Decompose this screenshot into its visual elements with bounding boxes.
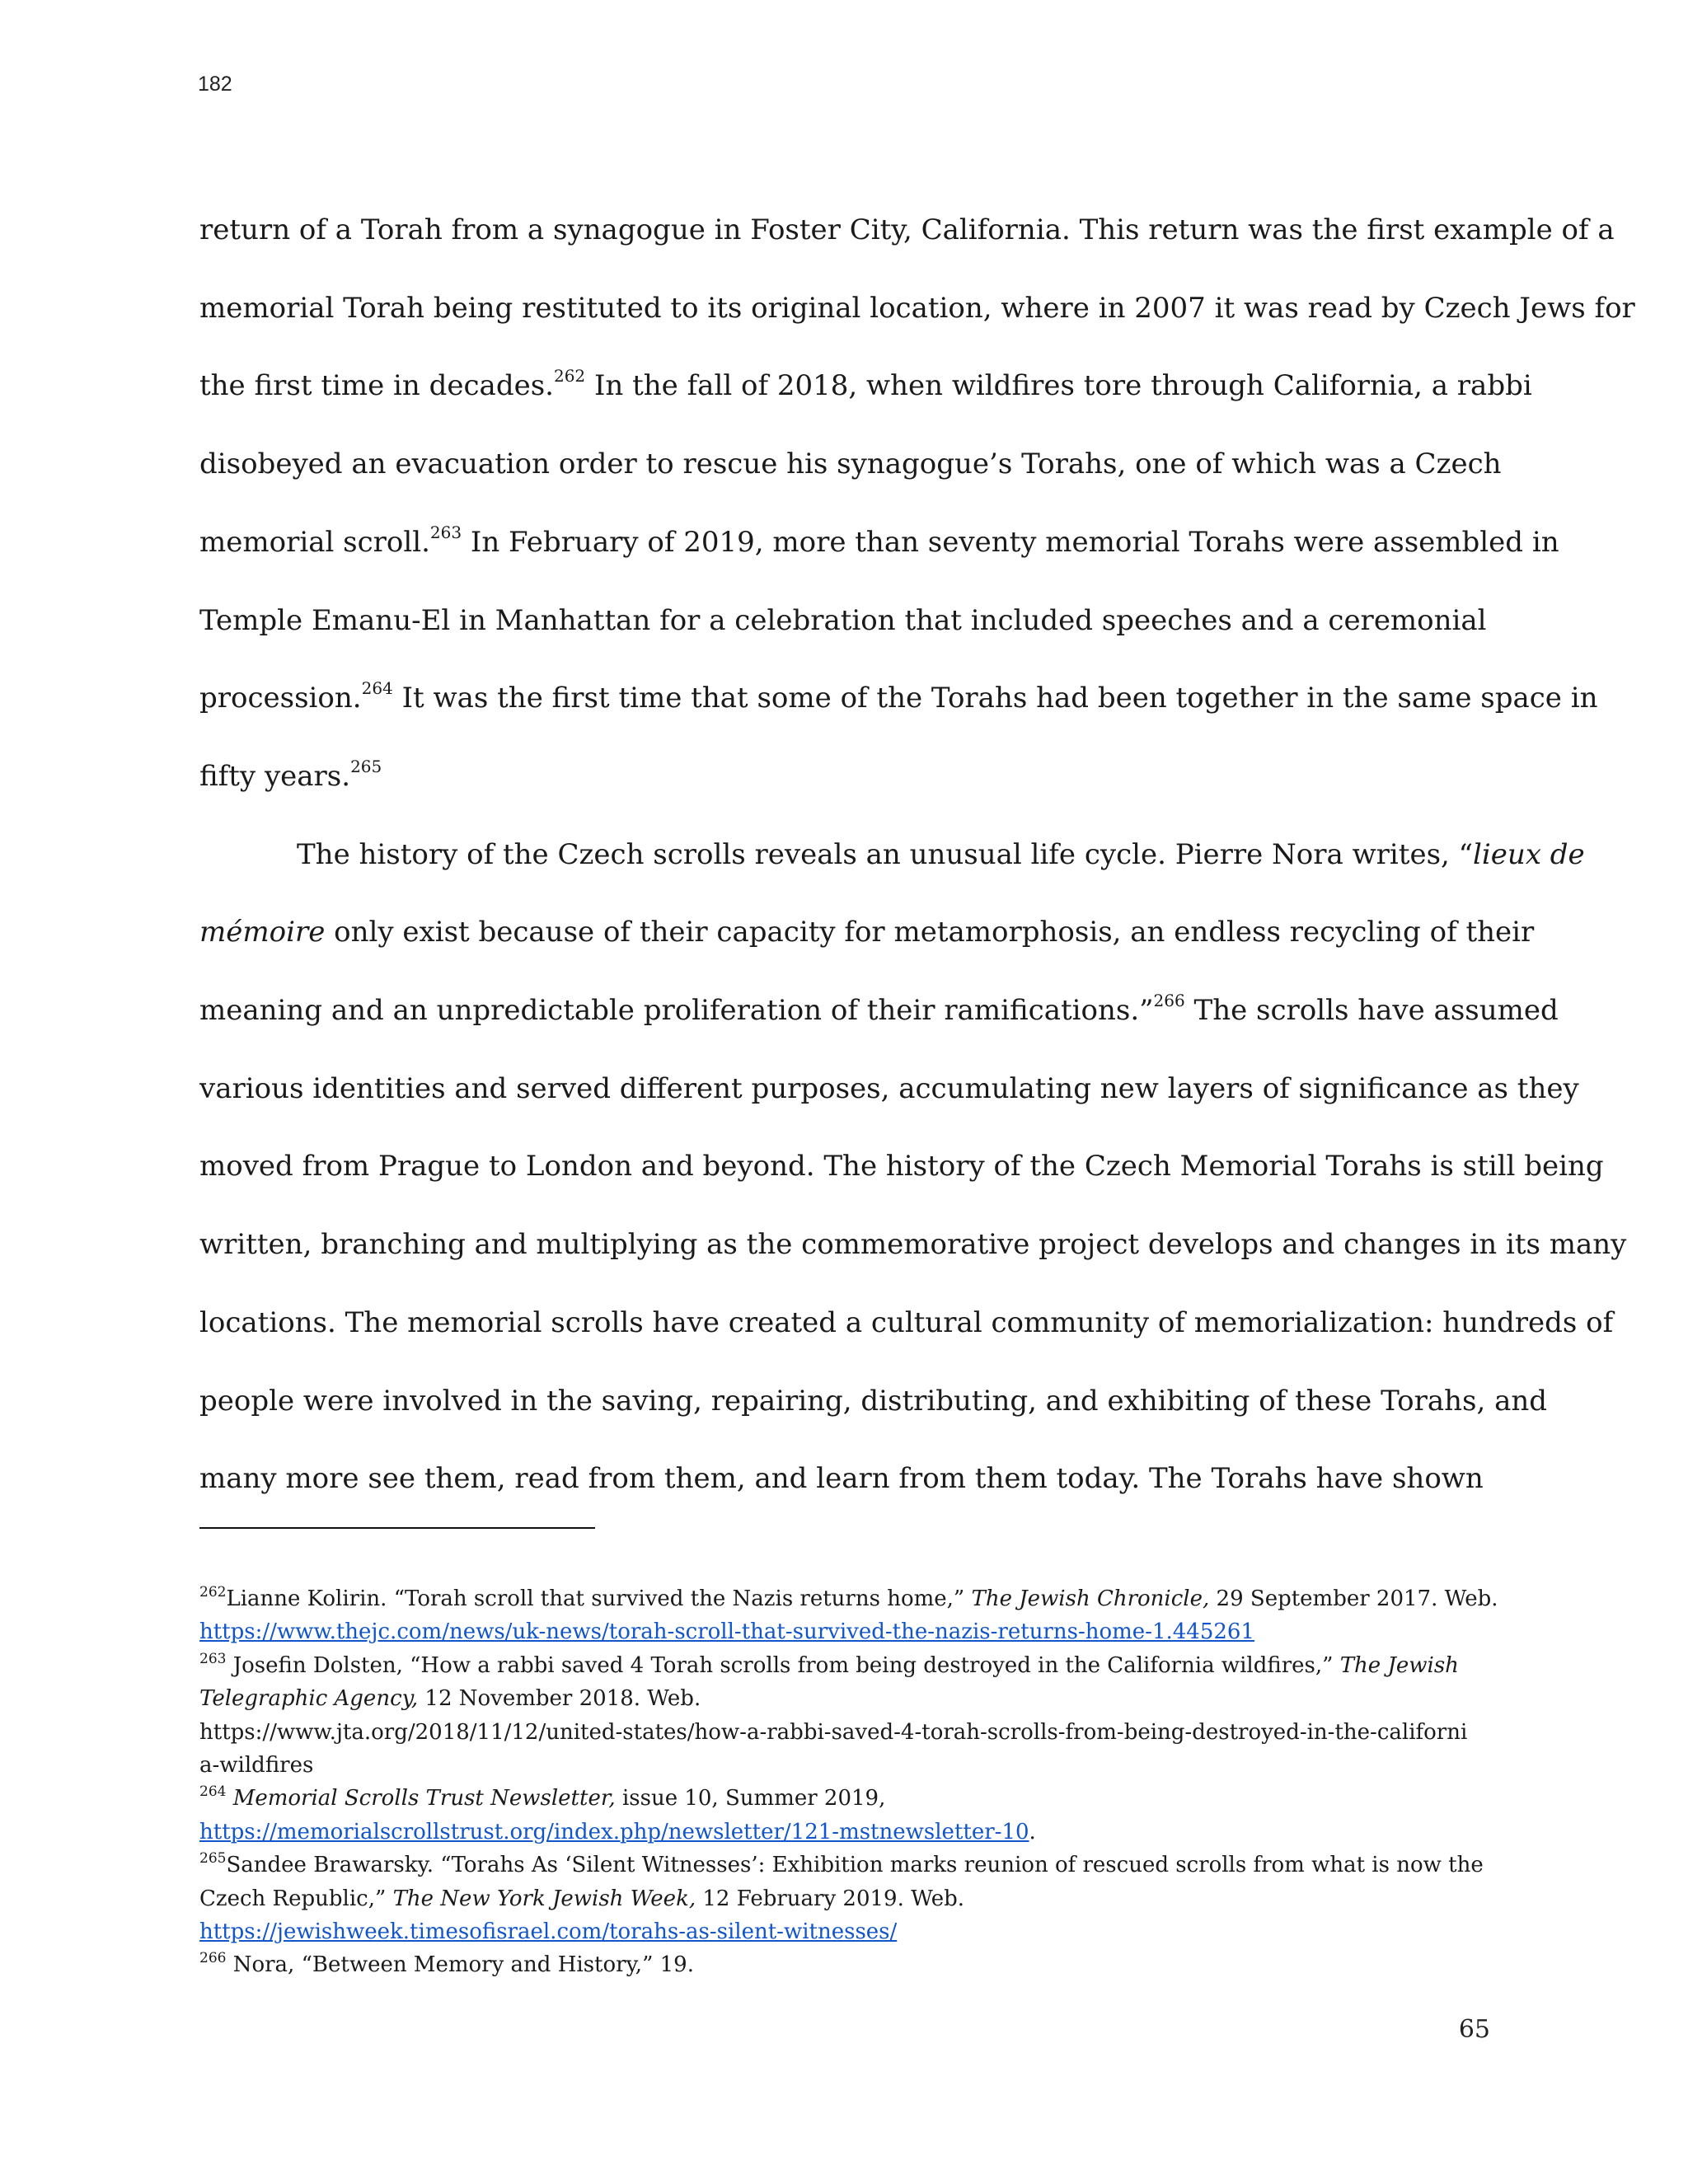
footnote-ref-265[interactable]: 265 — [350, 756, 382, 776]
text-run: In the fall of 2018, when wildfires tore through California, a rabbi — [585, 369, 1532, 403]
paragraph-2 — [199, 816, 1627, 1518]
footnote-text: . — [1029, 1819, 1036, 1844]
text-run: procession. — [199, 682, 362, 715]
footnote-ref-263[interactable]: 263 — [429, 522, 462, 542]
footnote-line: https://www.jta.org/2018/11/12/united-states/how-a-rabbi-saved-4-torah-scrolls-from-being-destroyed-in-the-californi — [199, 1719, 1468, 1745]
bottom-page-number: 65 — [1458, 2015, 1490, 2044]
text-run: The history of the Czech scrolls reveals an unusual life cycle. Pierre Nora writes, “ — [297, 837, 1474, 871]
footnote-text: issue 10, Summer 2019, — [615, 1786, 886, 1811]
footnote-ref-262[interactable]: 262 — [553, 366, 586, 387]
text-run: It was the first time that some of the Torahs had been together in the same space in — [392, 682, 1598, 715]
text-line: return of a Torah from a synagogue in Foster City, California. This return was the first example of a — [199, 213, 1615, 246]
footnote-line — [199, 1615, 1510, 1648]
footnote-line — [199, 1582, 1510, 1615]
footnote-text: Sandee Brawarsky. “Torahs As ‘Silent Witnesses’: Exhibition marks reunion of rescued scrolls from what is now the — [226, 1853, 1484, 1878]
text-line — [199, 893, 1535, 972]
text-line — [199, 347, 1532, 425]
text-line: many more see them, read from them, and learn from them today. The Torahs have shown — [199, 1462, 1484, 1496]
footnote-link[interactable]: https://jewishweek.timesofisrael.com/torahs-as-silent-witnesses/ — [199, 1919, 898, 1945]
footnote-text: Josefin Dolsten, “How a rabbi saved 4 Torah scrolls from being destroyed in the California wildfires,” — [226, 1652, 1340, 1678]
top-page-number: 182 — [198, 73, 232, 96]
text-line — [199, 504, 1559, 582]
footnote-265 — [199, 1849, 1510, 1948]
footnote-italic: The Jewish — [1339, 1652, 1459, 1678]
footnote-text: Czech Republic,” — [199, 1886, 393, 1911]
text-line: locations. The memorial scrolls have created a cultural community of memorialization: hundreds of — [199, 1305, 1614, 1339]
text-run: fifty years. — [199, 759, 351, 793]
text-line: memorial Torah being restituted to its original location, where in 2007 it was read by Czech Jews for — [199, 291, 1635, 325]
text-line: written, branching and multiplying as the commemorative project develops and changes in its many — [199, 1228, 1627, 1262]
text-line — [199, 659, 1598, 738]
italic-term: mémoire — [199, 916, 326, 949]
footnote-text: Nora, “Between Memory and History,” 19. — [226, 1952, 694, 1978]
footnote-ref-266[interactable]: 266 — [1153, 991, 1185, 1011]
text-line — [199, 972, 1559, 1050]
footnote-text: Lianne Kolirin. “Torah scroll that survived the Nazis returns home,” — [226, 1586, 972, 1611]
footnote-text: 12 November 2018. Web. — [418, 1686, 701, 1712]
footnote-link[interactable]: https://www.thejc.com/news/uk-news/torah-scroll-that-survived-the-nazis-returns-home-1.445261 — [199, 1619, 1255, 1645]
body-text — [199, 191, 1635, 1518]
footnote-italic: The Jewish Chronicle, — [971, 1586, 1210, 1611]
footnote-link[interactable]: https://memorialscrollstrust.org/index.php/newsletter/121-mstnewsletter-10 — [199, 1819, 1029, 1844]
footnote-italic: The New York Jewish Week, — [392, 1886, 696, 1911]
footnote-line: a-wildfires — [199, 1753, 314, 1779]
text-run: memorial scroll. — [199, 525, 430, 559]
footnote-263 — [199, 1649, 1510, 1783]
footnote-number: 264 — [199, 1783, 227, 1801]
footnote-line — [199, 1882, 1510, 1915]
footnote-264 — [199, 1782, 1510, 1849]
text-line — [199, 816, 1585, 894]
footnote-text: 12 February 2019. Web. — [696, 1886, 965, 1911]
footnote-separator — [199, 1527, 595, 1529]
footnotes — [199, 1582, 1510, 1982]
footnote-italic: Telegraphic Agency, — [199, 1686, 419, 1712]
text-line — [199, 738, 1502, 816]
text-line: Temple Emanu-El in Manhattan for a celebration that included speeches and a ceremonial — [199, 603, 1487, 637]
italic-term: lieux de — [1473, 837, 1585, 871]
footnote-number: 262 — [199, 1584, 227, 1601]
text-run: the first time in decades. — [199, 369, 554, 403]
footnote-number: 265 — [199, 1850, 227, 1868]
text-line: disobeyed an evacuation order to rescue his synagogue’s Torahs, one of which was a Czech — [199, 448, 1502, 481]
footnote-266 — [199, 1948, 1510, 1981]
text-line: people were involved in the saving, repairing, distributing, and exhibiting of these Torahs, and — [199, 1384, 1548, 1418]
footnote-line — [199, 1649, 1510, 1682]
footnote-ref-264[interactable]: 264 — [361, 678, 393, 699]
text-run: only exist because of their capacity for metamorphosis, an endless recycling of their — [325, 916, 1535, 949]
footnote-text: 29 September 2017. Web. — [1209, 1586, 1498, 1611]
footnote-262 — [199, 1582, 1510, 1649]
footnote-line — [199, 1682, 1510, 1715]
text-line: moved from Prague to London and beyond. The history of the Czech Memorial Torahs is still being — [199, 1150, 1604, 1183]
text-line: various identities and served different purposes, accumulating new layers of significance as they — [199, 1071, 1579, 1105]
footnote-line — [199, 1948, 1510, 1981]
footnote-line — [199, 1816, 1510, 1849]
paragraph-1 — [199, 191, 1635, 816]
footnote-line — [199, 1915, 1510, 1948]
footnote-number: 266 — [199, 1950, 227, 1967]
text-run: meaning and an unpredictable proliferation of their ramifications.” — [199, 994, 1154, 1028]
text-run: In February of 2019, more than seventy memorial Torahs were assembled in — [462, 525, 1559, 559]
footnote-italic: Memorial Scrolls Trust Newsletter, — [226, 1786, 616, 1811]
footnote-line — [199, 1782, 1510, 1815]
text-run: The scrolls have assumed — [1184, 994, 1559, 1028]
footnote-number: 263 — [199, 1650, 227, 1667]
footnote-line — [199, 1849, 1510, 1882]
